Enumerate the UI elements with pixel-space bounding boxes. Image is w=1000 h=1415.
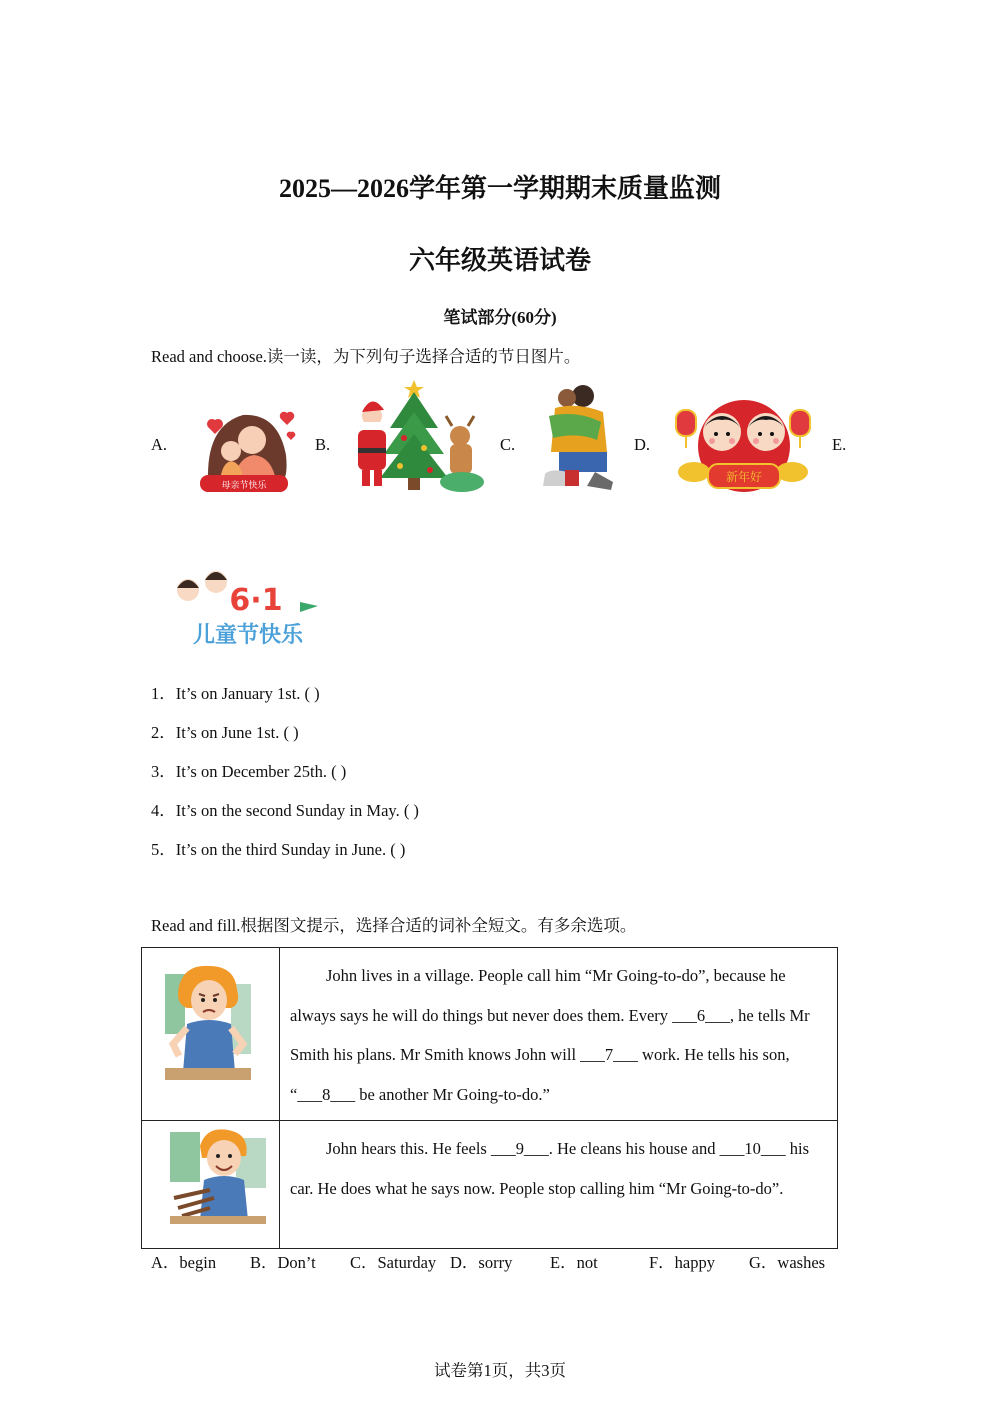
option-label-a: A. — [151, 435, 168, 454]
smiling-boy-washing-icon — [170, 1128, 266, 1224]
choice-b: B．Don’t — [250, 1253, 316, 1272]
question-3: 3．It’s on December 25th. ( ) — [151, 762, 347, 781]
childrens-day-icon — [172, 566, 324, 656]
childrens-day-number: 6·1 — [229, 583, 283, 618]
choice-e: E．not — [550, 1253, 598, 1272]
story-row-2 — [142, 1121, 838, 1249]
exam-subtitle: 六年级英语试卷 — [408, 246, 591, 275]
question-4: 4．It’s on the second Sunday in May. ( ) — [151, 801, 419, 820]
question-1: 1．It’s on January 1st. ( ) — [151, 684, 320, 703]
story-row-1 — [142, 948, 838, 1121]
choice-c: C．Saturday — [350, 1253, 437, 1272]
exam-title: 2025—2026学年第一学期期末质量监测 — [278, 174, 721, 203]
fathers-day-hug-icon — [537, 382, 617, 495]
question-5: 5．It’s on the third Sunday in June. ( ) — [151, 840, 406, 859]
choice-d: D．sorry — [450, 1253, 513, 1272]
page-footer: 试卷第1页，共3页 — [434, 1361, 566, 1380]
section-heading: 笔试部分(60分) — [443, 308, 557, 327]
option-label-c: C. — [500, 435, 516, 454]
question-2: 2．It’s on June 1st. ( ) — [151, 723, 299, 742]
choice-f: F．happy — [649, 1253, 715, 1272]
christmas-icon — [352, 378, 487, 495]
option-label-b: B. — [315, 435, 331, 454]
new-year-icon — [672, 396, 814, 496]
story-image-cell-2 — [142, 1121, 280, 1249]
new-year-caption: 新年好 — [725, 470, 763, 484]
story-image-cell-1 — [142, 948, 280, 1121]
story-text-2: John hears this. He feels ___9___. He cleans his house and ___10___ his car. He does what he says now. People stop calling him “Mr Going-to-do”. — [280, 1121, 838, 1249]
frowning-boy-icon — [165, 964, 251, 1080]
choice-a: A．begin — [151, 1253, 217, 1272]
option-label-d: D. — [634, 435, 651, 454]
choice-g: G．washes — [749, 1253, 826, 1272]
option-label-e: E. — [832, 435, 847, 454]
part1-instruction: Read and choose.读一读，为下列句子选择合适的节日图片。 — [151, 347, 581, 366]
story-text-1: John lives in a village. People call him “Mr Going-to-do”, because he always says he will do things but never does them. Every ___6___, he tells Mr Smith his plans. Mr Smith knows John will ___7___ work. He tells his son, “___8___ be another Mr Going-to-do.” — [280, 948, 838, 1121]
mothers-day-caption: 母亲节快乐 — [221, 481, 267, 491]
part2-instruction: Read and fill.根据图文提示，选择合适的词补全短文。有多余选项。 — [151, 916, 637, 935]
story-table — [141, 947, 838, 1249]
childrens-day-caption: 儿童节快乐 — [192, 623, 304, 648]
mothers-day-icon — [188, 395, 303, 495]
